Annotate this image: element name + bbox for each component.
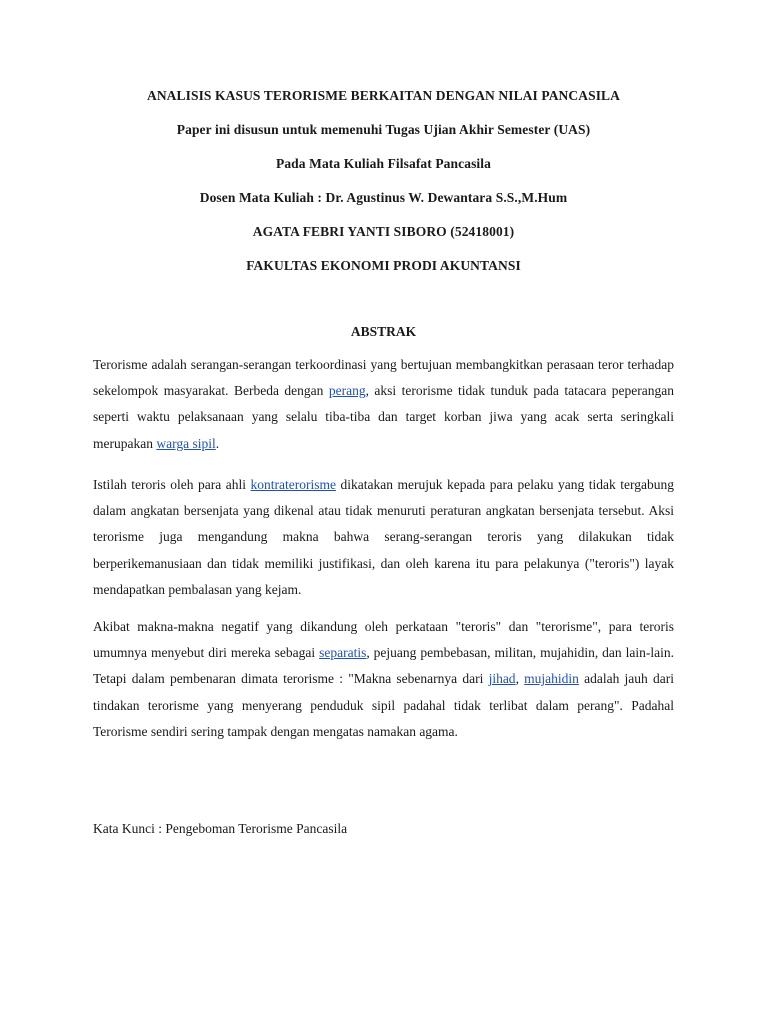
link-separatis[interactable]: separatis bbox=[319, 645, 367, 661]
paragraph-text: Terorisme adalah serangan-serangan terkoordinasi yang bertujuan membangkitkan perasaan teror terhadap sekelompok masyarakat. Berbeda dengan bbox=[93, 357, 674, 399]
faculty-name: FAKULTAS EKONOMI PRODI AKUNTANSI bbox=[246, 258, 521, 273]
abstract-paragraph-2 bbox=[93, 472, 674, 603]
keywords-line: Kata Kunci : Pengeboman Terorisme Pancasila bbox=[93, 821, 348, 836]
paragraph-text: adalah jauh dari tindakan terorisme yang menyerang penduduk sipil padahal tidak terlibat dalam perang". Padahal Terorisme sendiri sering tampak dengan mengatas namakan agama. bbox=[93, 671, 674, 739]
paper-purpose: Paper ini disusun untuk memenuhi Tugas Ujian Akhir Semester (UAS) bbox=[176, 122, 591, 137]
link-jihad[interactable]: jihad bbox=[488, 671, 516, 687]
lecturer-name: Dosen Mata Kuliah : Dr. Agustinus W. Dewantara S.S.,M.Hum bbox=[199, 190, 568, 205]
link-perang[interactable]: perang bbox=[328, 383, 366, 399]
abstract-paragraph-1 bbox=[93, 352, 674, 457]
course-name: Pada Mata Kuliah Filsafat Pancasila bbox=[275, 156, 491, 171]
link-mujahidin[interactable]: mujahidin bbox=[524, 671, 579, 687]
paragraph-text: . bbox=[215, 435, 220, 451]
paragraph-text: , bbox=[515, 671, 525, 687]
paper-title: ANALISIS KASUS TERORISME BERKAITAN DENGAN NILAI PANCASILA bbox=[146, 88, 621, 103]
title-block bbox=[93, 85, 674, 289]
paragraph-text: Akibat makna-makna negatif yang dikandung oleh perkataan "teroris" dan "terorisme", para teroris umumnya menyebut diri mereka sebagai bbox=[93, 619, 674, 661]
abstract-paragraph-3 bbox=[93, 614, 674, 745]
author-name: AGATA FEBRI YANTI SIBORO (52418001) bbox=[252, 224, 515, 239]
paragraph-text: , aksi terorisme tidak tunduk pada tatacara peperangan seperti waktu pelaksanaan yang selalu tiba-tiba dan target korban jiwa yang acak serta seringkali merupakan bbox=[93, 383, 674, 451]
paragraph-text: dikatakan merujuk kepada para pelaku yang tidak tergabung dalam angkatan bersenjata yang dikenal atau tidak menuruti peraturan angkatan bersenjata tersebut. Aksi terorisme juga mengandung makna bahwa serang-serangan teroris yang dilakukan tidak berperikemanusiaan dan tidak memiliki justifikasi, dan oleh karena itu para pelakunya ("teroris") layak mendapatkan pembalasan yang kejam. bbox=[93, 477, 674, 597]
link-warga-sipil[interactable]: warga sipil bbox=[156, 435, 216, 451]
paragraph-text: Istilah teroris oleh para ahli bbox=[93, 477, 251, 492]
link-kontraterorisme[interactable]: kontraterorisme bbox=[250, 477, 336, 492]
abstract-heading: ABSTRAK bbox=[350, 324, 417, 339]
paragraph-text: , pejuang pembebasan, militan, mujahidin, dan lain-lain. Tetapi dalam pembenaran dimata terorisme : "Makna sebenarnya dari bbox=[93, 645, 675, 687]
